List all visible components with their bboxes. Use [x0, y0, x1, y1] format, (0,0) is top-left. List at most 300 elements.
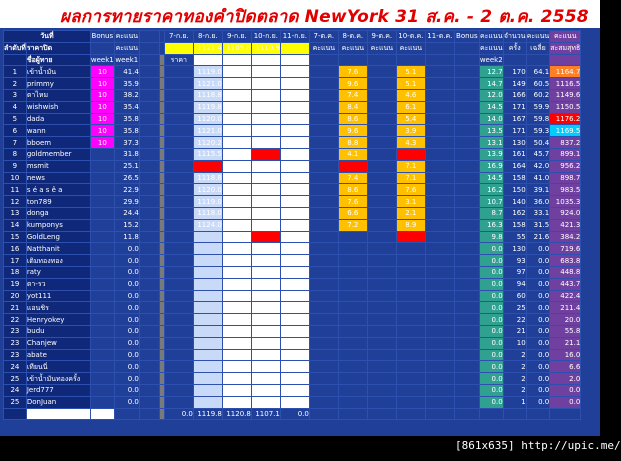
spacer — [139, 325, 159, 337]
week2-score-2 — [367, 349, 396, 361]
price-guess-4 — [280, 89, 309, 101]
score-col-header-4 — [425, 42, 454, 54]
total-cell: 683.8 — [550, 255, 581, 267]
week2-score-3: 7.6 — [396, 184, 425, 196]
week2-score-total: 0.0 — [479, 243, 503, 255]
price-guess-4 — [280, 219, 309, 231]
date-week2-4: 11-ต.ค. — [427, 32, 453, 41]
price-guess-3: 1104.8 — [251, 125, 280, 137]
week2-score-2 — [367, 243, 396, 255]
week2-score-3 — [396, 243, 425, 255]
total-cell: 898.7 — [550, 172, 581, 184]
bonus-cell — [90, 219, 114, 231]
week2-score-total: 14.5 — [479, 172, 503, 184]
price-guess-0 — [164, 266, 193, 278]
price-guess-4 — [280, 337, 309, 349]
spacer — [139, 231, 159, 243]
count-cell: 130 — [503, 137, 526, 149]
week2-score-3 — [396, 290, 425, 302]
price-guess-2: 1122.2 — [222, 137, 251, 149]
price-guess-2: 1121.0 — [222, 172, 251, 184]
spacer — [367, 408, 396, 420]
rank-cell: 11 — [4, 184, 27, 196]
price-guess-1 — [193, 337, 222, 349]
table-row — [4, 137, 581, 149]
week1-score: 0.0 — [114, 278, 139, 290]
count-cell: 164 — [503, 160, 526, 172]
total-cell: 55.8 — [550, 325, 581, 337]
week2-score-1: 8.6 — [338, 113, 367, 125]
price-guess-4 — [280, 349, 309, 361]
average-label: ราคาเฉลี่ย — [26, 408, 90, 420]
bonus-header: Bonus — [91, 32, 114, 41]
table-row — [4, 113, 581, 125]
spacer — [396, 408, 425, 420]
total-cell: 899.1 — [550, 148, 581, 160]
spacer — [454, 373, 479, 385]
spacer — [454, 172, 479, 184]
price-guess-3: 1103.0 — [251, 207, 280, 219]
count-cell: 166 — [503, 89, 526, 101]
week2-score-total: 10.7 — [479, 196, 503, 208]
week2-score-1: 9.6 — [338, 125, 367, 137]
week2-score-0 — [309, 207, 338, 219]
player-name: แอนชิร — [26, 302, 90, 314]
price-guess-4 — [280, 125, 309, 137]
rank-cell: 1 — [4, 66, 27, 78]
player-name: เทียนนี่ — [26, 361, 90, 373]
count-cell: 130 — [503, 243, 526, 255]
week2-score-4 — [425, 255, 454, 267]
table-row — [4, 148, 581, 160]
price-guess-1: 1118.8 — [193, 89, 222, 101]
bonus-cell — [90, 349, 114, 361]
score-col-header-2: คะแนน — [367, 42, 396, 54]
rank-cell: 20 — [4, 290, 27, 302]
table-row — [4, 337, 581, 349]
price-guess-3: 1108.0 — [251, 160, 280, 172]
price-guess-1 — [193, 373, 222, 385]
rank-cell: 17 — [4, 255, 27, 267]
week2-score-0 — [309, 384, 338, 396]
week1-score: 41.4 — [114, 66, 139, 78]
price-guess-2 — [222, 290, 251, 302]
week1-score: 24.4 — [114, 207, 139, 219]
total-cell: 211.4 — [550, 302, 581, 314]
week2-score-4 — [425, 314, 454, 326]
table-row — [4, 314, 581, 326]
week1-score: 0.0 — [114, 396, 139, 408]
week2-score-0 — [309, 113, 338, 125]
spacer — [454, 325, 479, 337]
week2-score-0 — [309, 231, 338, 243]
spacer — [114, 408, 139, 420]
week1-score: 26.5 — [114, 172, 139, 184]
spacer — [454, 78, 479, 90]
rank-cell: 18 — [4, 266, 27, 278]
week2-score-3: 8.9 — [396, 219, 425, 231]
week2-score-4 — [425, 361, 454, 373]
week2-score-total: 14.0 — [479, 113, 503, 125]
price-guess-0 — [164, 148, 193, 160]
bonus-cell — [90, 337, 114, 349]
price-guess-1 — [193, 302, 222, 314]
price-guess-4 — [280, 314, 309, 326]
table-row — [4, 373, 581, 385]
spacer — [454, 243, 479, 255]
price-guess-3: 1108.0 — [251, 172, 280, 184]
week2-score-total: 0.0 — [479, 302, 503, 314]
spacer — [139, 89, 159, 101]
week2-score-3 — [396, 302, 425, 314]
count-cell: 162 — [503, 207, 526, 219]
rank-cell: 4 — [4, 101, 27, 113]
price-guess-0 — [164, 89, 193, 101]
bonus-cell — [90, 172, 114, 184]
week2-score-2 — [367, 160, 396, 172]
week2-score-1 — [338, 325, 367, 337]
avg-cell: 50.4 — [526, 137, 550, 149]
count-cell: 2 — [503, 384, 526, 396]
avg-sub: เฉลี่ย — [526, 42, 550, 54]
week2-score-3: 4.3 — [396, 137, 425, 149]
rank-cell: 19 — [4, 278, 27, 290]
rank-cell: 24 — [4, 361, 27, 373]
price-guess-0 — [164, 184, 193, 196]
table-row — [4, 160, 581, 172]
date-week2-3: 10-ต.ค. — [398, 32, 424, 41]
week2-score-2 — [367, 148, 396, 160]
date-week1-3: 10-ก.ย. — [251, 31, 280, 43]
week1-score: 0.0 — [114, 255, 139, 267]
week2-score-total: 8.7 — [479, 207, 503, 219]
week2-score-total: 16.2 — [479, 184, 503, 196]
week2-score-2 — [367, 219, 396, 231]
week2-score-4 — [425, 373, 454, 385]
week2-score-3: 6.1 — [396, 101, 425, 113]
week1-score: 15.2 — [114, 219, 139, 231]
spacer — [479, 408, 503, 420]
week2-score-2 — [367, 231, 396, 243]
total-cell: 443.7 — [550, 278, 581, 290]
avg-cell: 45.7 — [526, 148, 550, 160]
price-guess-1: 1118.8 — [193, 172, 222, 184]
player-name: kumponys — [26, 219, 90, 231]
price-guess-1 — [193, 384, 222, 396]
spacer — [338, 408, 367, 420]
count-cell: 161 — [503, 148, 526, 160]
week2-score-4 — [425, 231, 454, 243]
count-cell: 150 — [503, 184, 526, 196]
week2-score-0 — [309, 255, 338, 267]
price-guess-2: 1121.8 — [222, 125, 251, 137]
player-name: เข้าน้ำมัน — [26, 66, 90, 78]
date-week1-4: 11-ก.ย. — [280, 31, 309, 43]
spacer — [454, 184, 479, 196]
price-guess-4 — [280, 384, 309, 396]
price-guess-0 — [164, 314, 193, 326]
price-label-3: ราคา — [251, 54, 280, 66]
table-row — [4, 184, 581, 196]
player-name: abate — [26, 349, 90, 361]
week2-score-total: 0.0 — [479, 349, 503, 361]
price-label-4: ราคา — [280, 54, 309, 66]
price-guess-2 — [222, 396, 251, 408]
total-cell: 2.0 — [550, 373, 581, 385]
table-row — [4, 196, 581, 208]
week2-score-0 — [309, 278, 338, 290]
price-guess-1: 1124.0 — [193, 219, 222, 231]
w2-label-0 — [309, 54, 338, 66]
week2-score-total: 13.9 — [479, 148, 503, 160]
table-row — [4, 349, 581, 361]
week2-score-3 — [396, 384, 425, 396]
price-label-1: ราคา — [193, 54, 222, 66]
week2-score-4 — [425, 196, 454, 208]
week1-score: 0.0 — [114, 337, 139, 349]
player-name: Jerd777 — [26, 384, 90, 396]
price-guess-1: 1119.0 — [193, 66, 222, 78]
total-cell: 924.0 — [550, 207, 581, 219]
price-guess-4 — [280, 172, 309, 184]
avg-cell: 0.0 — [526, 361, 550, 373]
week2-score-1 — [338, 337, 367, 349]
spacer — [139, 101, 159, 113]
price-guess-1: 1119.8 — [193, 101, 222, 113]
rank-cell: 8 — [4, 148, 27, 160]
table-row — [4, 125, 581, 137]
date-week2-1: 8-ต.ค. — [338, 31, 367, 43]
player-name: ตาไหม — [26, 89, 90, 101]
week2-score-0 — [309, 137, 338, 149]
table-row — [4, 290, 581, 302]
spacer — [139, 314, 159, 326]
spacer — [309, 408, 338, 420]
price-guess-1: 1118.0 — [193, 207, 222, 219]
spacer — [454, 219, 479, 231]
price-label-2: ราคา — [222, 54, 251, 66]
price-guess-0 — [164, 137, 193, 149]
price-guess-0 — [164, 384, 193, 396]
price-guess-1 — [193, 325, 222, 337]
week2-score-4 — [425, 184, 454, 196]
week2-score-0 — [309, 373, 338, 385]
price-guess-2 — [222, 243, 251, 255]
week2-score-1 — [338, 349, 367, 361]
table-row — [4, 278, 581, 290]
average-price-0: 0.0 — [164, 408, 193, 420]
rank-cell: 7 — [4, 137, 27, 149]
price-guess-0 — [164, 219, 193, 231]
week2-score-1 — [338, 361, 367, 373]
player-name: dada — [26, 113, 90, 125]
w2-label-4 — [425, 54, 454, 66]
week2-score-0 — [309, 396, 338, 408]
week1-score: 0.0 — [114, 325, 139, 337]
total-cell: 0.0 — [550, 384, 581, 396]
price-guess-3 — [251, 255, 280, 267]
avg-cell: 60.2 — [526, 89, 550, 101]
price-guess-2 — [222, 384, 251, 396]
week2-score-0 — [309, 160, 338, 172]
price-guess-3 — [251, 373, 280, 385]
count-cell: 1 — [503, 396, 526, 408]
week1-score: 25.1 — [114, 160, 139, 172]
total-cell: 421.3 — [550, 219, 581, 231]
price-guess-3: 1104.0 — [251, 196, 280, 208]
spacer — [139, 396, 159, 408]
week2-score-4 — [425, 243, 454, 255]
total-cell: 1149.6 — [550, 89, 581, 101]
price-guess-3: 1108.5 — [251, 184, 280, 196]
price-guess-4 — [280, 231, 309, 243]
avg-cell: 36.0 — [526, 196, 550, 208]
date-week1-1: 8-ก.ย. — [193, 31, 222, 43]
rank-cell: 16 — [4, 243, 27, 255]
rank-cell: 23 — [4, 337, 27, 349]
spacer — [526, 54, 550, 66]
week2-score-2 — [367, 78, 396, 90]
spacer — [454, 314, 479, 326]
week2-score-1: 4.1 — [338, 148, 367, 160]
price-guess-4 — [280, 361, 309, 373]
avg-header: คะแนน — [526, 32, 550, 41]
bonus-cell — [90, 160, 114, 172]
count-cell: 171 — [503, 101, 526, 113]
player-name: เติมทองทอง — [26, 255, 90, 267]
date-week1-0: 7-ก.ย. — [164, 31, 193, 43]
rank-top-label: ลำดับที่ — [4, 44, 26, 53]
week2-score-2 — [367, 373, 396, 385]
average-price-1: 1119.8 — [193, 408, 222, 420]
spacer — [454, 196, 479, 208]
week2-score-total: 0.0 — [479, 278, 503, 290]
avg-cell: 0.0 — [526, 384, 550, 396]
week2-score-0 — [309, 101, 338, 113]
week2-score-4 — [425, 290, 454, 302]
week2-score-total: 16.9 — [479, 160, 503, 172]
spacer — [139, 373, 159, 385]
bonus-cell — [90, 207, 114, 219]
rank-cell: 22 — [4, 314, 27, 326]
price-guess-3 — [251, 302, 280, 314]
price-guess-4 — [280, 396, 309, 408]
week2-score-3: 3.1 — [396, 196, 425, 208]
price-guess-4 — [280, 302, 309, 314]
price-guess-4 — [280, 66, 309, 78]
week2-score-0 — [309, 89, 338, 101]
price-guess-0 — [164, 196, 193, 208]
week2-score-total: 0.0 — [479, 384, 503, 396]
table-row — [4, 231, 581, 243]
week2-score-0 — [309, 349, 338, 361]
week2-score-4 — [425, 278, 454, 290]
spacer — [139, 361, 159, 373]
week2-score-total: 13.1 — [479, 137, 503, 149]
price-guess-3: 1105.5 — [251, 89, 280, 101]
avg-cell: 0.0 — [526, 255, 550, 267]
price-guess-0 — [164, 361, 193, 373]
week2-score-total: 14.5 — [479, 101, 503, 113]
player-name: wann — [26, 125, 90, 137]
spacer — [454, 66, 479, 78]
week2-score-1: 7.2 — [338, 219, 367, 231]
count-cell: 2 — [503, 361, 526, 373]
spacer — [454, 101, 479, 113]
total-cell: 956.2 — [550, 160, 581, 172]
name-label: ชื่อผู้ทาย — [26, 54, 90, 66]
bonus-cell — [90, 196, 114, 208]
week2-score-total: 0.0 — [479, 325, 503, 337]
price-guess-1: 1120.0 — [193, 113, 222, 125]
price-guess-2: 1120.0 — [222, 78, 251, 90]
price-guess-4 — [280, 78, 309, 90]
week2-score-0 — [309, 196, 338, 208]
rank-cell: 3 — [4, 89, 27, 101]
spacer — [139, 278, 159, 290]
spacer — [454, 113, 479, 125]
price-guess-3 — [251, 290, 280, 302]
price-guess-3 — [251, 337, 280, 349]
week2-score-2 — [367, 278, 396, 290]
total-cell: 384.2 — [550, 231, 581, 243]
price-guess-2 — [222, 373, 251, 385]
spacer — [454, 278, 479, 290]
count-cell: 55 — [503, 231, 526, 243]
count-cell: 93 — [503, 255, 526, 267]
price-guess-3 — [251, 384, 280, 396]
date-week2-0: 7-ต.ค. — [309, 31, 338, 43]
header-row-labels — [4, 54, 581, 66]
price-guess-4 — [280, 325, 309, 337]
spacer — [503, 408, 526, 420]
table-row — [4, 243, 581, 255]
count-cell: 2 — [503, 349, 526, 361]
price-guess-0 — [164, 78, 193, 90]
total-header: คะแนน — [550, 31, 581, 43]
bonus-week2-header: Bonus — [456, 32, 478, 41]
table-row — [4, 172, 581, 184]
bonus-cell: 10 — [90, 101, 114, 113]
week1-score: 0.0 — [114, 384, 139, 396]
week2-score-2 — [367, 101, 396, 113]
player-name: wishwish — [26, 101, 90, 113]
table-row — [4, 384, 581, 396]
spacer — [139, 384, 159, 396]
spacer — [454, 337, 479, 349]
week2-score-3: 5.4 — [396, 113, 425, 125]
week2-score-1 — [338, 314, 367, 326]
week2-score-3 — [396, 314, 425, 326]
week1-score: 0.0 — [114, 349, 139, 361]
bonus-cell — [90, 184, 114, 196]
week2-score-3: 4.6 — [396, 89, 425, 101]
avg-cell: 0.0 — [526, 243, 550, 255]
count-cell: 22 — [503, 314, 526, 326]
spacer — [139, 42, 159, 54]
week1-score: 0.0 — [114, 243, 139, 255]
bonus-cell — [90, 314, 114, 326]
count-cell: 60 — [503, 290, 526, 302]
week2-score-3 — [396, 255, 425, 267]
week2-score-4 — [425, 78, 454, 90]
spacer — [139, 290, 159, 302]
avg-cell: 0.0 — [526, 314, 550, 326]
week2-score-3: 2.1 — [396, 207, 425, 219]
w2-label-1 — [338, 54, 367, 66]
week2-score-2 — [367, 66, 396, 78]
count-cell: 140 — [503, 196, 526, 208]
